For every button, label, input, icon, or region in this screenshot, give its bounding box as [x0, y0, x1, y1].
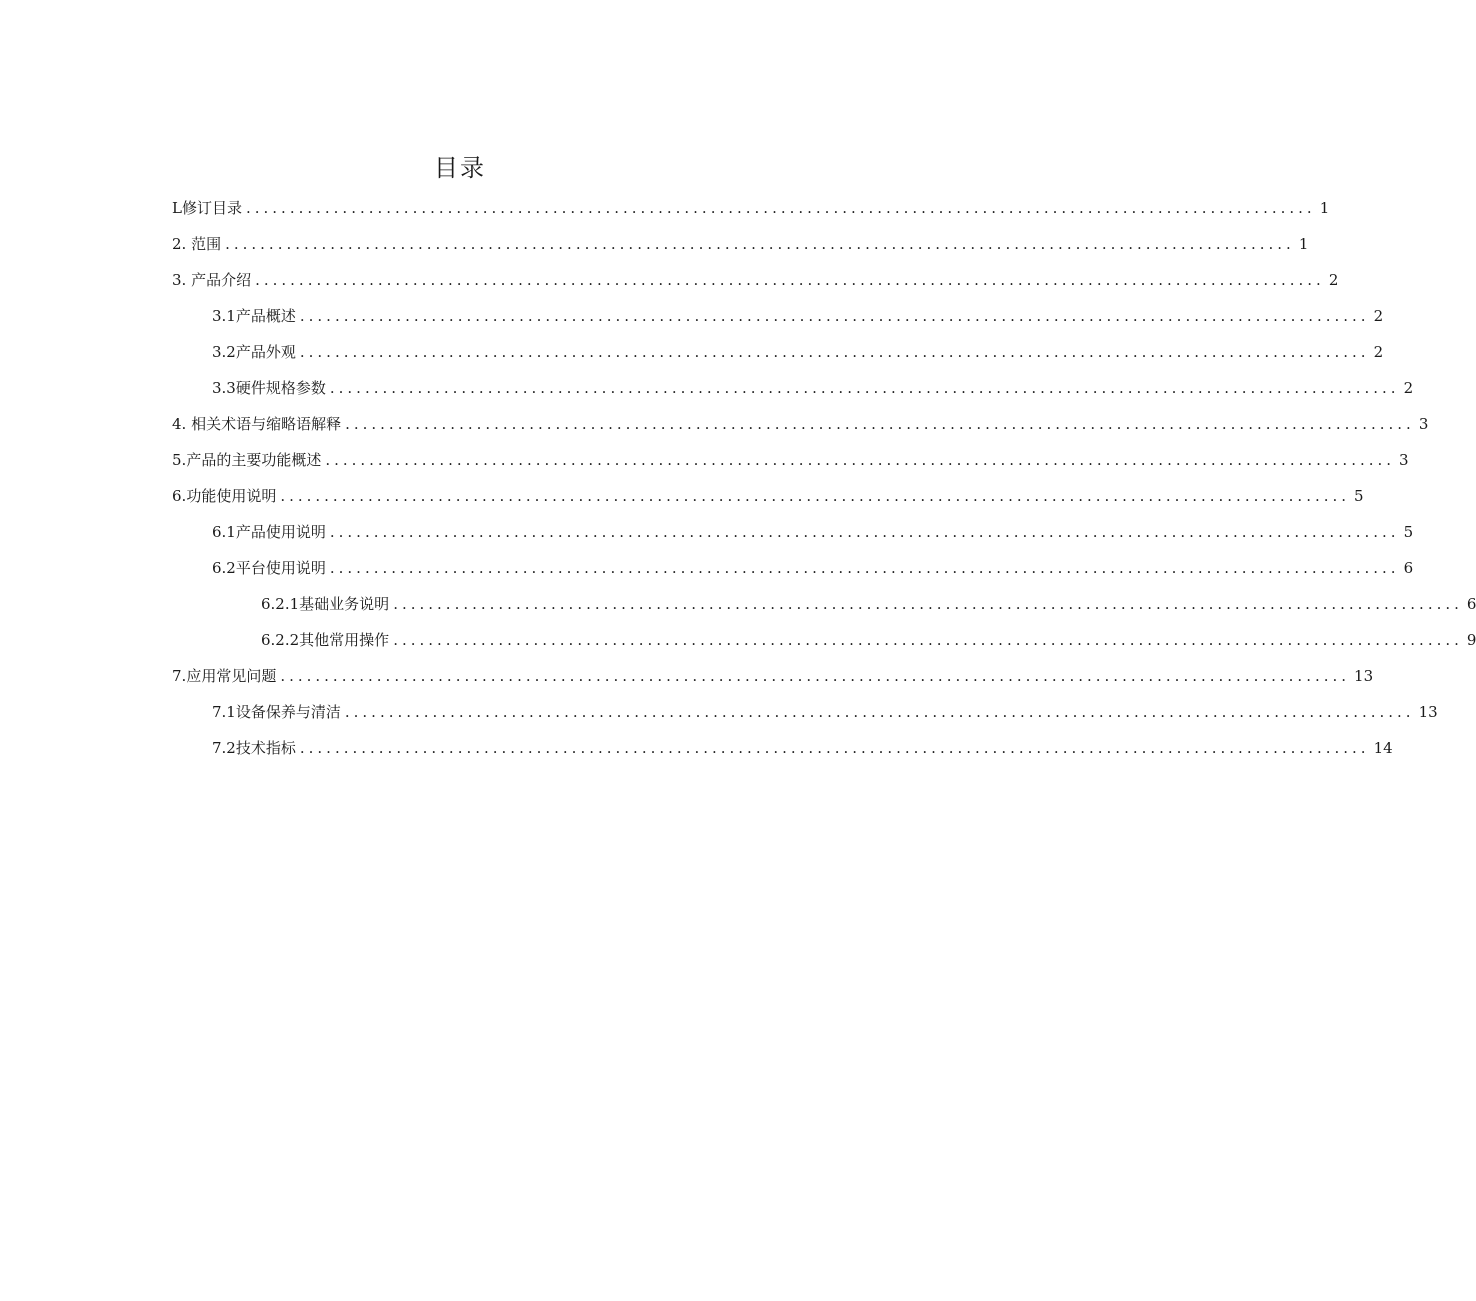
toc-entry-text: 设备保养与清洁 [235, 703, 341, 721]
toc-entry-6-2-2[interactable] [261, 628, 1476, 652]
toc-entry-page: 6 [1403, 559, 1414, 577]
toc-entry-number: 3.1 [212, 307, 236, 325]
toc-entry-page: 1 [1319, 199, 1330, 217]
toc-entry-7[interactable] [172, 664, 1374, 688]
toc-entry-page: 6 [1466, 595, 1476, 613]
toc-leader-dots: .......................................................................................................................... [299, 343, 1370, 361]
toc-entry-4[interactable] [172, 412, 1429, 436]
toc-entry-text: . 相关术语与缩略语解释 [181, 415, 342, 433]
toc-entry-2[interactable] [172, 232, 1309, 256]
toc-entry-1[interactable] [172, 196, 1330, 220]
toc-leader-dots: .......................................................................................................................... [245, 199, 1316, 217]
toc-entry-page: 2 [1373, 343, 1384, 361]
toc-entry-number: 6.2.2 [261, 631, 300, 649]
toc-entry-6-2[interactable] [212, 556, 1414, 580]
toc-entry-6-1[interactable] [212, 520, 1414, 544]
toc-entry-number: 7 [172, 667, 182, 685]
toc-entry-text: 平台使用说明 [235, 559, 326, 577]
toc-entry-number: 6 [172, 487, 182, 505]
toc-leader-dots: .......................................................................................................................... [280, 487, 1351, 505]
toc-entry-page: 1 [1298, 235, 1309, 253]
toc-leader-dots: .......................................................................................................................... [299, 739, 1370, 757]
toc-entry-7-1[interactable] [212, 700, 1438, 724]
toc-entry-number: 3 [172, 271, 182, 289]
toc-leader-dots: .......................................................................................................................... [299, 307, 1370, 325]
toc-entry-page: 13 [1354, 667, 1374, 685]
toc-leader-dots: .......................................................................................................................... [329, 379, 1400, 397]
toc-entry-5[interactable] [172, 448, 1409, 472]
toc-leader-dots: .......................................................................................................................... [325, 451, 1396, 469]
toc-entry-number: 7.2 [212, 739, 236, 757]
toc-entry-number: 4 [172, 415, 182, 433]
toc-entry-number: 2 [172, 235, 182, 253]
toc-entry-number: 6.2 [212, 559, 236, 577]
toc-entry-text: 其他常用操作 [299, 631, 390, 649]
toc-entry-text: . 产品介绍 [181, 271, 252, 289]
toc-entry-text: 硬件规格参数 [235, 379, 326, 397]
toc-entry-number: 6.2.1 [261, 595, 300, 613]
toc-entry-number: 5 [172, 451, 182, 469]
toc-leader-dots: .......................................................................................................................... [329, 559, 1400, 577]
toc-entry-page: 3 [1418, 415, 1429, 433]
toc-entry-number: 7.1 [212, 703, 236, 721]
toc-title: 目录 [434, 154, 486, 182]
toc-entry-number: 6.1 [212, 523, 236, 541]
toc-leader-dots: .......................................................................................................................... [344, 703, 1415, 721]
toc-leader-dots: .......................................................................................................................... [345, 415, 1415, 433]
toc-entry-text: .应用常见问题 [181, 667, 277, 685]
toc-entry-text: 产品概述 [235, 307, 296, 325]
toc-entry-page: 2 [1328, 271, 1339, 289]
toc-entry-page: 9 [1466, 631, 1476, 649]
toc-entry-number: 3.3 [212, 379, 236, 397]
toc-leader-dots: .......................................................................................................................... [393, 631, 1463, 649]
toc-entry-text: . 范围 [181, 235, 222, 253]
toc-entry-text: .产品的主要功能概述 [181, 451, 322, 469]
toc-entry-6[interactable] [172, 484, 1364, 508]
toc-entry-page: 2 [1403, 379, 1414, 397]
toc-entry-text: 产品使用说明 [235, 523, 326, 541]
toc-entry-7-2[interactable] [212, 736, 1393, 760]
toc-entry-page: 5 [1403, 523, 1414, 541]
toc-entry-page: 13 [1418, 703, 1438, 721]
toc-leader-dots: .......................................................................................................................... [393, 595, 1463, 613]
toc-entry-text: 基础业务说明 [299, 595, 390, 613]
toc-entry-text: 技术指标 [235, 739, 296, 757]
toc-leader-dots: .......................................................................................................................... [329, 523, 1400, 541]
toc-entry-3[interactable] [172, 268, 1339, 292]
toc-leader-dots: .......................................................................................................................... [225, 235, 1295, 253]
toc-entry-page: 14 [1373, 739, 1393, 757]
toc-entry-3-2[interactable] [212, 340, 1384, 364]
toc-entry-number: L [172, 199, 182, 217]
toc-leader-dots: .......................................................................................................................... [255, 271, 1325, 289]
toc-entry-6-2-1[interactable] [261, 592, 1476, 616]
toc-entry-page: 5 [1354, 487, 1364, 505]
toc-entry-3-3[interactable] [212, 376, 1414, 400]
toc-entry-page: 2 [1373, 307, 1384, 325]
toc-entry-3-1[interactable] [212, 304, 1384, 328]
toc-entry-text: 产品外观 [235, 343, 296, 361]
toc-entry-number: 3.2 [212, 343, 236, 361]
toc-entry-text: .功能使用说明 [181, 487, 277, 505]
toc-leader-dots: .......................................................................................................................... [280, 667, 1351, 685]
toc-entry-text: 修订目录 [181, 199, 242, 217]
toc-entry-page: 3 [1399, 451, 1409, 469]
